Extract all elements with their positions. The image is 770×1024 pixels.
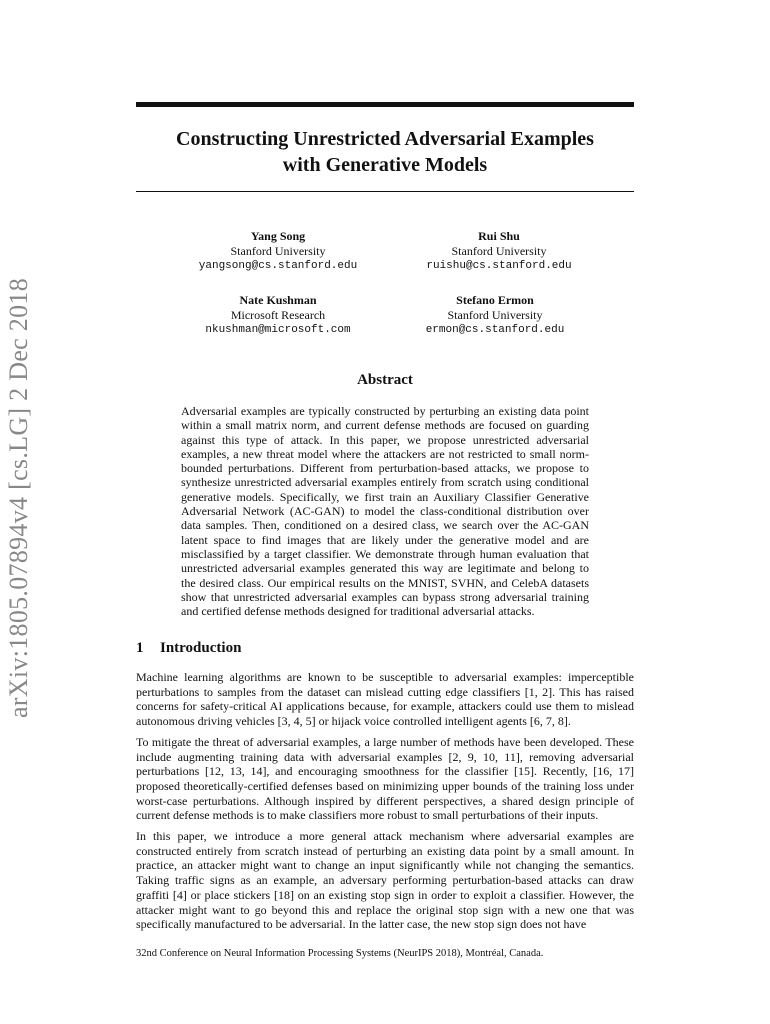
author-affiliation: Stanford University <box>451 244 547 258</box>
author-email: ermon@cs.stanford.edu <box>425 324 565 336</box>
title-line-1: Constructing Unrestricted Adversarial Examples <box>176 128 594 150</box>
title-rule <box>136 191 634 192</box>
section-number: 1 <box>136 640 144 656</box>
author-name: Nate Kushman <box>239 293 317 307</box>
author-email: ruishu@cs.stanford.edu <box>426 260 572 272</box>
paragraph: To mitigate the threat of adversarial examples, a large number of methods have been developed. These include augmenting training data with adversarial examples [2, 9, 10, 11], removing adversarial perturbations [12, 13, 14], and encouraging smoothness for the classifier [15]. Recently, [16, 17] proposed theoretically-certified defenses based on minimizing upper bounds of the training loss under worst-case perturbations. Although inspired by different perspectives, a shared design principle of current defense methods is to make classifiers more robust to small perturbations of their inputs. <box>136 734 634 823</box>
author-name: Stefano Ermon <box>456 293 534 307</box>
abstract-heading: Abstract <box>357 372 413 388</box>
paragraph: Machine learning algorithms are known to be susceptible to adversarial examples: imperceptible perturbations to samples from the dataset can mislead cutting edge classifiers [1, 2]. This has raised concerns for safety-critical AI applications because, for example, attackers could use them to mislead autonomous driving vehicles [3, 4, 5] or hijack voice controlled intelligent agents [6, 7, 8]. <box>136 670 634 729</box>
section-title: Introduction <box>160 640 242 656</box>
top-rule <box>136 102 634 107</box>
author-email: nkushman@microsoft.com <box>205 324 351 336</box>
author-block-4 <box>375 293 615 338</box>
author-block-2 <box>379 229 619 274</box>
author-affiliation: Microsoft Research <box>230 308 326 322</box>
author-block-1 <box>158 229 398 274</box>
section-heading-introduction <box>136 640 634 657</box>
author-affiliation: Stanford University <box>447 308 543 322</box>
author-name: Yang Song <box>250 229 306 243</box>
introduction-body <box>136 670 634 938</box>
author-block-3 <box>158 293 398 338</box>
conference-footnote: 32nd Conference on Neural Information Processing Systems (NeurIPS 2018), Montréal, Canada. <box>136 948 544 959</box>
abstract-text: Adversarial examples are typically constructed by perturbing an existing data point within a small matrix norm, and current defense methods are focused on guarding against this type of attack. In this paper, we propose unrestricted adversarial examples, a new threat model where the attackers are not restricted to small norm-bounded perturbations. Different from perturbation-based attacks, we propose to synthesize unrestricted adversarial examples entirely from scratch using conditional generative models. Specifically, we first train an Auxiliary Classifier Generative Adversarial Network (AC-GAN) to model the class-conditional distribution over data samples. Then, conditioned on a desired class, we search over the AC-GAN latent space to find images that are likely under the generative model and are misclassified by a target classifier. We demonstrate through human evaluation that unrestricted adversarial examples generated this way are legitimate and belong to the desired class. Our empirical results on the MNIST, SVHN, and CelebA datasets show that unrestricted adversarial examples can bypass strong adversarial training and certified defense methods designed for traditional adversarial attacks. <box>181 404 589 619</box>
paragraph: In this paper, we introduce a more general attack mechanism where adversarial examples are constructed entirely from scratch instead of perturbing an existing data point by a small amount. In practice, an attacker might want to change an input significantly while not changing the semantics. Taking traffic signs as an example, an adversary performing perturbation-based attacks can draw graffiti [4] or place stickers [18] on an existing stop sign in order to exploit a classifier. However, the attacker might want to go beyond this and replace the original stop sign with a new one that was specifically manufactured to be adversarial. In the latter case, the new stop sign does not have <box>136 829 634 932</box>
author-name: Rui Shu <box>478 229 520 243</box>
title-line-2: with Generative Models <box>282 154 488 176</box>
author-email: yangsong@cs.stanford.edu <box>198 260 358 272</box>
paper-title <box>136 126 634 178</box>
author-affiliation: Stanford University <box>230 244 326 258</box>
arxiv-identifier: arXiv:1805.07894v4 [cs.LG] 2 Dec 2018 <box>4 277 33 718</box>
